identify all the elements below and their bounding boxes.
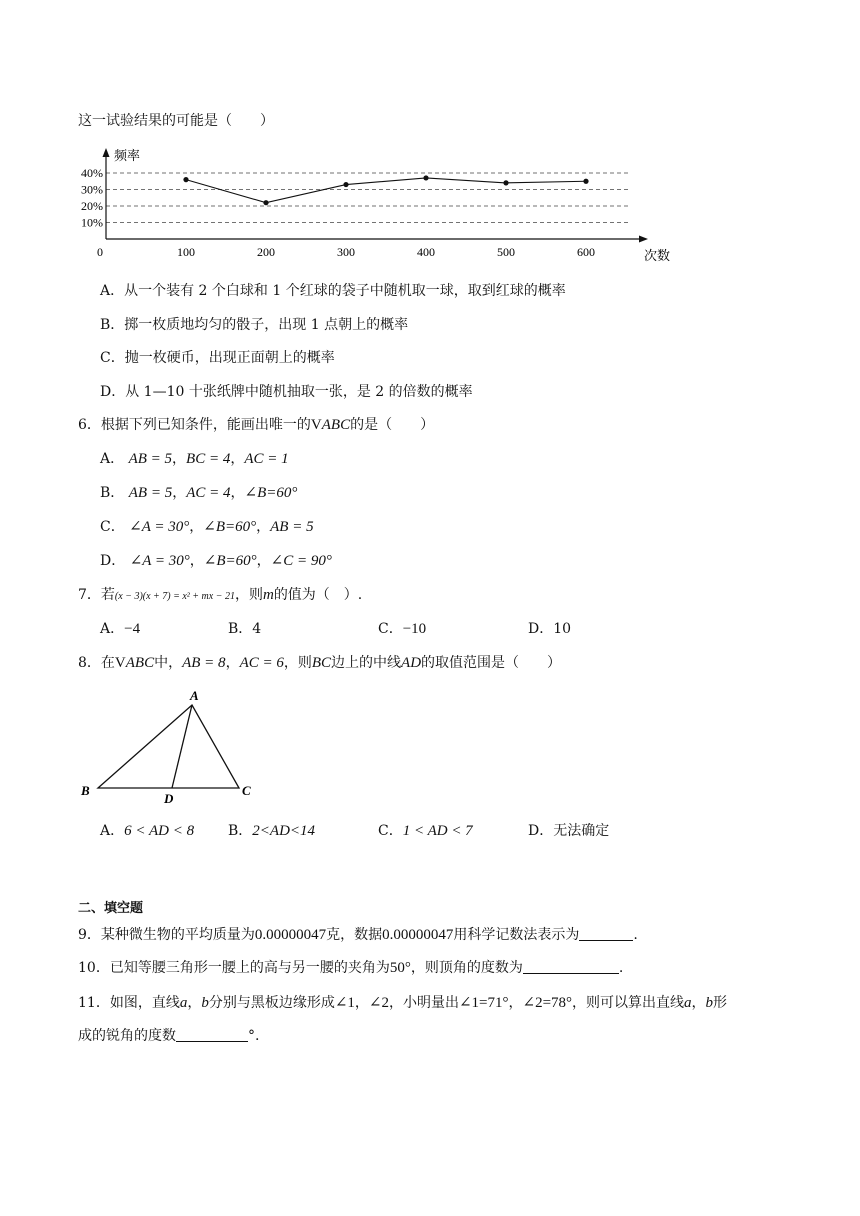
- y-tick-label: 40%: [81, 166, 103, 180]
- q8-ac: AC = 6: [239, 655, 284, 671]
- q6-stem: [78, 415, 434, 435]
- q9-text: 某种微生物的平均质量为: [100, 927, 255, 943]
- q6-option-c[interactable]: [100, 517, 314, 537]
- sep: ，: [230, 451, 245, 467]
- median-ad: [172, 705, 192, 788]
- option-value: 2<AD<14: [252, 823, 316, 839]
- math-expr: ∠A = 30°: [129, 553, 190, 569]
- option-value: −10: [402, 621, 427, 637]
- q7-variable: m: [262, 587, 274, 603]
- q7-option-c[interactable]: [378, 619, 426, 639]
- q10-answer-blank[interactable]: [523, 959, 619, 974]
- x-tick-label: 100: [177, 245, 195, 259]
- point-label-d: D: [164, 791, 174, 806]
- math-expr: BC = 4: [186, 451, 231, 467]
- q7-text: 若: [100, 587, 115, 603]
- q8-option-c[interactable]: [378, 821, 473, 841]
- q10-text: ，则顶角的度数为: [410, 960, 523, 976]
- x-tick-label: 500: [497, 245, 515, 259]
- q10-stem: [78, 958, 623, 978]
- q11-number: 11．: [78, 995, 110, 1011]
- y-axis-arrow: [103, 148, 110, 157]
- q6-text: 根据下列已知条件，能画出唯一的: [100, 417, 311, 433]
- angle-1-measure: ∠1=71°: [458, 995, 509, 1011]
- q8-bc: BC: [311, 655, 332, 671]
- q7-option-b[interactable]: [228, 619, 261, 639]
- option-label: B．: [228, 823, 253, 839]
- data-point: [583, 179, 588, 184]
- q5-option-b[interactable]: B．掷一枚质地均匀的骰子，出现 1 点朝上的概率: [100, 317, 409, 333]
- option-label: B．: [100, 485, 125, 501]
- option-label: C．: [100, 519, 125, 535]
- q10-text: 已知等腰三角形一腰上的高与另一腰的夹角为: [109, 960, 390, 976]
- option-label: C．: [378, 823, 403, 839]
- math-expr: AC = 1: [244, 451, 289, 467]
- triangle-symbol: V: [114, 655, 126, 671]
- sep: ，: [187, 995, 202, 1011]
- data-point: [343, 182, 348, 187]
- line-a: a: [179, 995, 188, 1011]
- line-b: b: [201, 995, 209, 1011]
- data-point: [423, 175, 428, 180]
- option-label: A．: [100, 823, 125, 839]
- sep: ，: [172, 485, 187, 501]
- q8-text-end: 的取值范围是（ ）: [421, 655, 562, 671]
- q11-end: °.: [248, 1028, 260, 1044]
- q7-stem: [78, 585, 362, 607]
- q7-option-a[interactable]: [100, 619, 140, 639]
- option-label: D．: [528, 823, 554, 839]
- y-tick-label: 30%: [81, 182, 103, 197]
- q7-option-d[interactable]: [528, 619, 571, 639]
- q8-stem: [78, 653, 561, 673]
- sep: ，: [172, 451, 187, 467]
- angle-1: ∠1: [334, 995, 355, 1011]
- math-expr: AC = 4: [186, 485, 231, 501]
- frequency-line-chart: [70, 142, 671, 267]
- q9-end: .: [633, 927, 638, 943]
- q7-text: ，则: [234, 587, 263, 603]
- sep: ，: [256, 519, 271, 535]
- q11-text: 成的锐角的度数: [78, 1028, 176, 1044]
- option-value: 无法确定: [553, 823, 610, 839]
- triangle-symbol: V: [310, 417, 322, 433]
- line-b: b: [705, 995, 714, 1011]
- q9-text: 用科学记数法表示为: [453, 927, 580, 943]
- q6-option-a[interactable]: [100, 449, 289, 469]
- line-a: a: [684, 995, 692, 1011]
- q5-option-a[interactable]: A．从一个装有 2 个白球和 1 个红球的袋子中随机取一球，取到红球的概率: [100, 283, 566, 299]
- q8-ad: AD: [401, 655, 422, 671]
- option-label: A．: [100, 621, 125, 637]
- q11-text: 分别与黑板边缘形成: [208, 995, 335, 1011]
- y-axis-label: 频率: [114, 148, 141, 163]
- math-expr: AB = 5: [128, 451, 173, 467]
- math-expr: ∠B=60°: [203, 519, 257, 535]
- option-label: D．: [528, 621, 554, 637]
- q8-text: ，则: [283, 655, 312, 671]
- q10-number: 10．: [78, 960, 110, 976]
- option-value: −4: [124, 621, 141, 637]
- option-label: A．: [100, 451, 125, 467]
- option-value: 6 < AD < 8: [124, 823, 195, 839]
- q5-stem: 这一试验结果的可能是（ ）: [78, 113, 274, 129]
- q8-number: 8．: [78, 655, 101, 671]
- x-tick-label: 300: [337, 245, 355, 259]
- triangle-abc-figure: [76, 685, 276, 810]
- sep: ，: [256, 553, 271, 569]
- option-label: C．: [378, 621, 403, 637]
- q9-answer-blank[interactable]: [579, 926, 633, 941]
- q5-option-c[interactable]: C．抛一枚硬币，出现正面朝上的概率: [100, 350, 335, 366]
- sep: ，: [230, 485, 245, 501]
- q5-option-d[interactable]: D．从 1—10 十张纸牌中随机抽取一张，是 2 的倍数的概率: [100, 384, 473, 400]
- q7-number: 7．: [78, 587, 101, 603]
- q11-text: 如图，直线: [109, 995, 180, 1011]
- q8-option-a[interactable]: [100, 821, 194, 841]
- q11-text: ，则可以算出直线: [572, 995, 685, 1011]
- x-axis-arrow: [639, 236, 648, 243]
- q11-stem: [78, 993, 727, 1013]
- x-tick-label: 200: [257, 245, 275, 259]
- q6-number: 6．: [78, 417, 101, 433]
- math-expr: ∠B=60°: [244, 485, 298, 501]
- q11-text: 形: [713, 995, 728, 1011]
- option-value: 10: [553, 621, 572, 637]
- y-tick-label: 10%: [81, 215, 103, 230]
- q10-angle: 50°: [389, 960, 411, 976]
- math-expr: ∠B=60°: [203, 553, 257, 569]
- q8-option-d[interactable]: [528, 821, 609, 841]
- option-value: 4: [252, 621, 262, 637]
- data-point: [503, 180, 508, 185]
- x-axis-label: 次数: [644, 248, 671, 263]
- angle-2: ∠2: [368, 995, 389, 1011]
- q7-text-end: 的值为（ ）.: [273, 587, 363, 603]
- math-expr: AB = 5: [270, 519, 314, 535]
- sep: ，: [354, 995, 369, 1011]
- math-expr: ∠C = 90°: [270, 553, 332, 569]
- q8-option-b[interactable]: [228, 821, 315, 841]
- vertex-label-c: C: [242, 783, 251, 798]
- x-tick-label: 600: [577, 245, 595, 259]
- section-heading-fill-in: 二、填空题: [78, 901, 144, 916]
- sep: ，: [189, 553, 204, 569]
- q6-text-end: 的是（ ）: [350, 417, 435, 433]
- q9-text: 克，数据: [326, 927, 383, 943]
- data-point: [183, 177, 188, 182]
- vertex-label-b: B: [81, 783, 90, 798]
- sep: ，: [225, 655, 240, 671]
- q8-text: 在: [100, 655, 115, 671]
- q8-text: 中，: [154, 655, 183, 671]
- triangle-abc: [98, 705, 239, 788]
- option-label: D．: [100, 553, 126, 569]
- series-line: [186, 178, 586, 203]
- math-expr: AB = 5: [128, 485, 173, 501]
- math-expr: ∠A = 30°: [129, 519, 190, 535]
- x-tick-label: 400: [417, 245, 435, 259]
- q6-triangle-name: ABC: [321, 417, 351, 433]
- x-tick-label: 0: [97, 245, 103, 259]
- q9-number-value: 0.00000047: [254, 927, 327, 943]
- sep: ，: [189, 519, 204, 535]
- q11-stem-line2: [78, 1026, 259, 1046]
- q9-number-value: 0.00000047: [382, 927, 454, 943]
- sep: ，: [691, 995, 706, 1011]
- sep: ，: [508, 995, 523, 1011]
- angle-2-measure: ∠2=78°: [522, 995, 573, 1011]
- option-label: B．: [228, 621, 253, 637]
- q6-option-b[interactable]: [100, 483, 297, 503]
- q8-text: 边上的中线: [331, 655, 402, 671]
- q11-text: ，小明量出: [388, 995, 459, 1011]
- vertex-label-a: A: [190, 688, 199, 703]
- q9-number: 9．: [78, 927, 101, 943]
- data-point: [263, 200, 268, 205]
- q6-option-d[interactable]: [100, 551, 332, 571]
- q11-answer-blank[interactable]: [176, 1027, 248, 1042]
- option-value: 1 < AD < 7: [402, 823, 473, 839]
- q8-triangle-name: ABC: [125, 655, 155, 671]
- q10-end: .: [618, 960, 624, 976]
- q8-ab: AB = 8: [182, 655, 226, 671]
- y-tick-label: 20%: [81, 199, 103, 213]
- q9-stem: [78, 925, 638, 945]
- q7-equation: (x − 3)(x + 7) = x² + mx − 21: [114, 591, 235, 602]
